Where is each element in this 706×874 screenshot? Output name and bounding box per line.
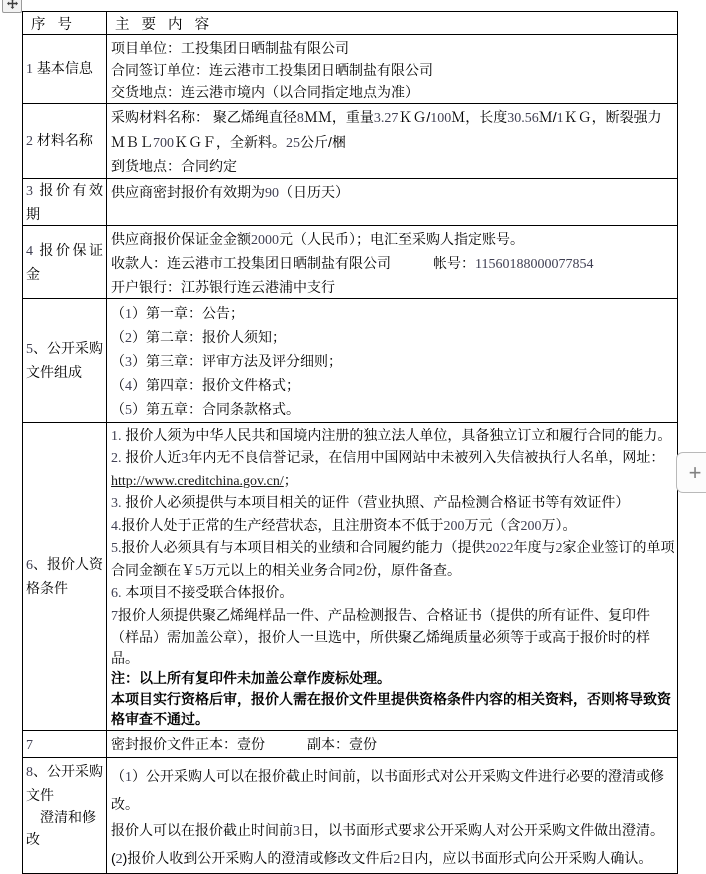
row-content-cell[interactable] [107,104,678,179]
row-number-line: 8、公开采购 [26,762,103,780]
row-number-cell[interactable] [23,757,107,873]
paragraph: （1）第一章：公告； [111,304,244,322]
paragraph: 5.报价人必须具有与本项目相关的业绩和合同履约能力（提供2022年度与2家企业签订的单项合同金额在￥5万元以上的相关业务合同2份，原件备查。 [111,539,675,579]
paragraph: （4）第四章：报价文件格式； [111,376,300,394]
paragraph: 7报价人须提供聚乙烯绳样品一件、产品检测报告、合格证书（提供的所有证件、复印件（样品）需加盖公章），报价人一旦选中，所供聚乙烯绳质量必须等于或高于报价时的样品。 [111,606,650,666]
paragraph: （3）第三章：评审方法及评分细则； [111,352,342,370]
row-number-text: 7 [26,737,33,753]
row-number-text: 5、公开采购文件组成 [26,340,103,380]
row-content-cell[interactable] [107,35,678,104]
table-row [23,757,678,873]
table-row [23,422,678,730]
paragraph: 合同签订单位：连云港市工投集团日晒制盐有限公司 [111,62,433,78]
paragraph: 3. 报价人必须提供与本项目相关的证件（营业执照、产品检测合格证书等有效证件） [111,494,630,511]
table-row [23,35,678,104]
row-number-cell[interactable] [23,422,107,730]
row-number-text: 2 材料名称 [26,131,93,149]
paragraph: 密封报价文件正本：壹份 副本：壹份 [111,735,377,752]
row-number-cell[interactable] [23,298,107,422]
row-number-cell[interactable] [23,178,107,225]
row-content-cell[interactable] [107,730,678,757]
table-row [23,225,678,298]
table-row [23,730,678,757]
paragraph: 报价人可以在报价截止时间前3日，以书面形式要求公开采购人对公开采购文件做出澄清。 [111,821,664,839]
row-number-text: 6、报价人资格条件 [26,556,103,596]
paragraph: 采购材料名称： 聚乙烯绳直径8ＭＭ，重量3.27ＫＧ/100Ｍ，长度30.56Ｍ/1ＫＧ，断裂强力ＭＢＬ700ＫＧＦ，全新料。25公斤/梱 [111,109,662,151]
table-row [23,104,678,179]
paragraph: （2）第二章：报价人须知； [111,328,286,346]
paragraph: 开户银行：江苏银行连云港浦中支行 [111,278,335,295]
table-row [23,298,678,422]
table-move-handle[interactable] [2,0,22,13]
row-content-cell[interactable] [107,757,678,873]
add-button[interactable] [676,452,706,493]
row-number-line: 澄清和修 [26,808,96,825]
row-number-text: 3 报价有效期 [26,181,103,222]
row-number-line: 改 [26,830,40,847]
header-row [23,12,678,35]
header-seq-no: 序 号 [23,12,107,35]
paragraph: 2. 报价人近3年内无不良信誉记录，在信用中国网站中未被列入失信被执行人名单，网址：http://www.creditchina.gov.cn/； [111,449,665,489]
paragraph: 到货地点：合同约定 [111,158,237,174]
row-number-line: 文件 [26,786,54,803]
paragraph: 4.报价人处于正常的生产经营状态，且注册资本不低于200万元（含200万）。 [111,516,577,534]
row-number-text: 1 基本信息 [26,60,93,77]
move-arrows-icon [6,0,19,10]
plus-icon: + [688,459,702,485]
paragraph: 本项目实行资格后审，报价人需在报价文件里提供资格条件内容的相关资料，否则将导致资格审查不通过。 [111,690,671,727]
paragraph: 供应商报价保证金金额2000元（人民币）；电汇至采购人指定账号。 [111,230,524,248]
header-main-content: 主 要 内 容 [107,12,678,35]
paragraph: 收款人：连云港市工投集团日晒制盐有限公司 帐号：11560188000077854 [111,254,594,272]
paragraph: 1. 报价人须为中华人民共和国境内注册的独立法人单位，具备独立订立和履行合同的能力。 [111,426,672,444]
row-content-cell[interactable] [107,225,678,298]
paragraph: 6. 本项目不接受联合体报价。 [111,584,294,601]
paragraph: 注：以上所有复印件未加盖公章作废标处理。 [111,670,391,686]
table-row [23,178,678,225]
row-content-cell[interactable] [107,178,678,225]
row-number-cell[interactable] [23,225,107,298]
paragraph: （5）第五章：合同条款格式。 [111,400,300,418]
paragraph: （1）公开采购人可以在报价截止时间前，以书面形式对公开采购文件进行必要的澄清或修改。 [111,767,664,812]
paragraph: (2)报价人收到公开采购人的澄清或修改文件后2日内，应以书面形式向公开采购人确认。 [111,849,653,867]
row-number-text: 4 报价保证金 [26,241,103,282]
row-number-cell[interactable] [23,104,107,179]
row-number-cell[interactable] [23,730,107,757]
row-content-cell[interactable] [107,422,678,730]
row-content-cell[interactable] [107,298,678,422]
procurement-spec-table [22,11,678,874]
row-number-cell[interactable] [23,35,107,104]
paragraph: 项目单位：工投集团日晒制盐有限公司 [111,40,349,56]
paragraph: 交货地点：连云港市境内（以合同指定地点为准） [111,84,419,100]
paragraph: 供应商密封报价有效期为90（日历天） [111,183,349,201]
